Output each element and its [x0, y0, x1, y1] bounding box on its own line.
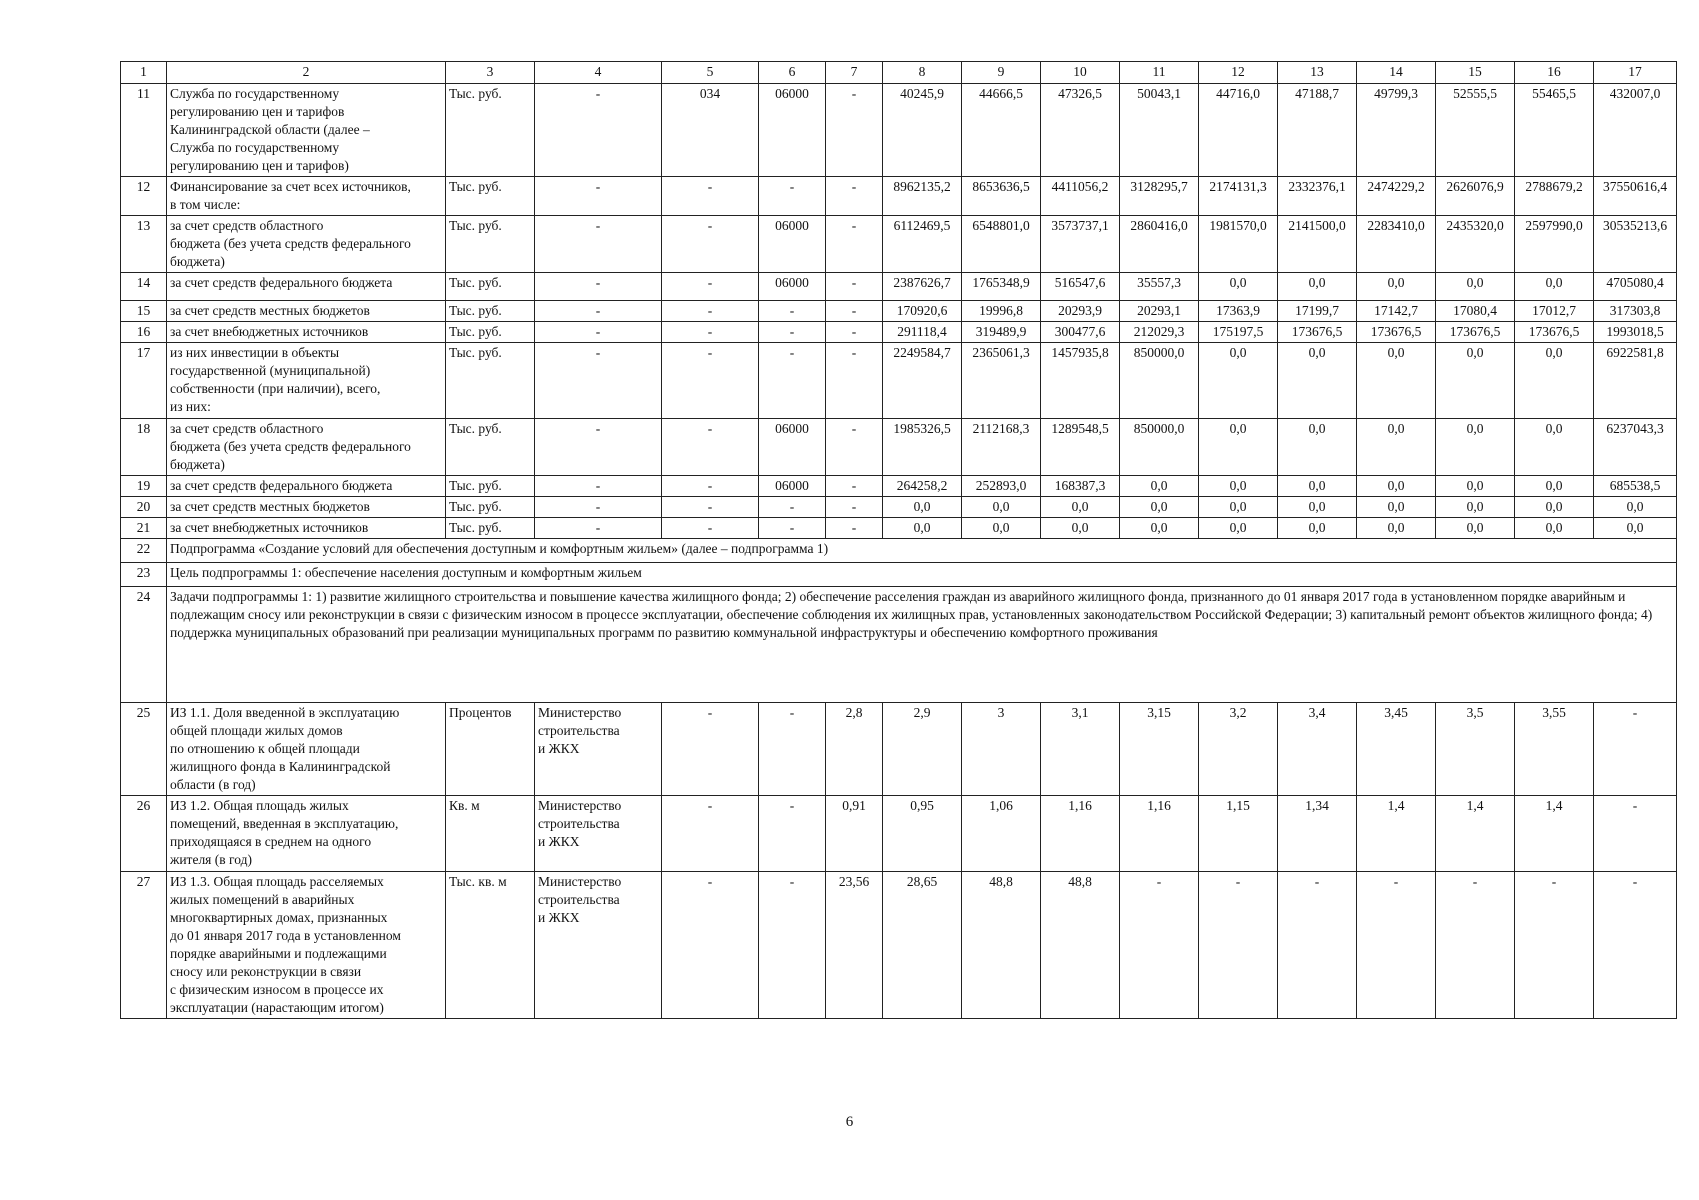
row-number-cell: 16 — [121, 322, 167, 343]
value-cell: 173676,5 — [1357, 322, 1436, 343]
table-row — [121, 518, 1677, 539]
row-number-cell: 14 — [121, 273, 167, 301]
value-cell: 0,0 — [1199, 497, 1278, 518]
value-cell: 1,4 — [1357, 796, 1436, 872]
value-cell: 850000,0 — [1120, 343, 1199, 419]
value-cell: 1765348,9 — [962, 273, 1041, 301]
value-cell: 4705080,4 — [1594, 273, 1677, 301]
value-cell: 2283410,0 — [1357, 216, 1436, 273]
value-cell: 212029,3 — [1120, 322, 1199, 343]
row-number-cell: 11 — [121, 84, 167, 177]
unit-cell: Процентов — [446, 703, 535, 796]
base-value-cell: - — [826, 273, 883, 301]
code-cell: - — [759, 497, 826, 518]
code-cell: 06000 — [759, 476, 826, 497]
header-cell: 13 — [1278, 62, 1357, 84]
unit-cell: Тыс. кв. м — [446, 872, 535, 1019]
indicator-name-cell: Финансирование за счет всех источников, в том числе: — [167, 177, 446, 216]
code-cell: - — [662, 476, 759, 497]
unit-cell: Тыс. руб. — [446, 322, 535, 343]
base-value-cell: - — [826, 476, 883, 497]
value-cell: 40245,9 — [883, 84, 962, 177]
value-cell: 1981570,0 — [1199, 216, 1278, 273]
header-cell: 17 — [1594, 62, 1677, 84]
responsible-cell: - — [535, 177, 662, 216]
value-cell: 1985326,5 — [883, 419, 962, 476]
code-cell: - — [759, 322, 826, 343]
responsible-cell: - — [535, 301, 662, 322]
row-number-cell: 26 — [121, 796, 167, 872]
value-cell: 3,1 — [1041, 703, 1120, 796]
value-cell: 0,0 — [1041, 518, 1120, 539]
indicator-name-cell: ИЗ 1.3. Общая площадь расселяемых жилых помещений в аварийных многоквартирных домах, признанных до 01 января 2017 года в установленном порядке аварийными и подлежащими сносу или реконструкции в связи с физическим износом в процессе их эксплуатации (нарастающим итогом) — [167, 872, 446, 1019]
value-cell: 0,0 — [1515, 419, 1594, 476]
indicator-name-cell: за счет средств федерального бюджета — [167, 273, 446, 301]
row-number-cell: 15 — [121, 301, 167, 322]
base-value-cell: - — [826, 497, 883, 518]
value-cell: 19996,8 — [962, 301, 1041, 322]
header-cell: 10 — [1041, 62, 1120, 84]
value-cell: 6112469,5 — [883, 216, 962, 273]
value-cell: 30535213,6 — [1594, 216, 1677, 273]
header-cell: 14 — [1357, 62, 1436, 84]
value-cell: 3,2 — [1199, 703, 1278, 796]
value-cell: 0,0 — [1357, 273, 1436, 301]
value-cell: 0,0 — [1199, 343, 1278, 419]
value-cell: 6922581,8 — [1594, 343, 1677, 419]
code-cell: - — [662, 216, 759, 273]
responsible-cell: Министерство строительства и ЖКХ — [535, 703, 662, 796]
table-row — [121, 476, 1677, 497]
value-cell: 0,0 — [1357, 419, 1436, 476]
code-cell: - — [759, 703, 826, 796]
table-row — [121, 872, 1677, 1019]
header-row — [121, 62, 1677, 84]
value-cell: 0,0 — [1594, 518, 1677, 539]
value-cell: - — [1594, 872, 1677, 1019]
value-cell: 0,0 — [1278, 419, 1357, 476]
responsible-cell: - — [535, 476, 662, 497]
value-cell: 2788679,2 — [1515, 177, 1594, 216]
responsible-cell: - — [535, 216, 662, 273]
table-row — [121, 343, 1677, 419]
value-cell: 6548801,0 — [962, 216, 1041, 273]
value-cell: 685538,5 — [1594, 476, 1677, 497]
row-number-cell: 24 — [121, 587, 167, 703]
value-cell: 0,0 — [1199, 273, 1278, 301]
table-row — [121, 497, 1677, 518]
value-cell: 2332376,1 — [1278, 177, 1357, 216]
value-cell: 55465,5 — [1515, 84, 1594, 177]
table-row — [121, 177, 1677, 216]
value-cell: - — [1594, 703, 1677, 796]
row-number-cell: 21 — [121, 518, 167, 539]
value-cell: 48,8 — [962, 872, 1041, 1019]
section-text-cell: Задачи подпрограммы 1: 1) развитие жилищного строительства и повышение качества жилищного фонда; 2) обеспечение расселения граждан из аварийного жилищного фонда, признанного до 01 января 2017 года в установленном порядке аварийным и подлежащим сносу или реконструкции в связи с физическим износом в процессе эксплуатации, обеспечение соблюдения их жилищных прав, установленных законодательством Российской Федерации; 3) капитальный ремонт объектов жилищного фонда; 4) поддержка муниципальных образований при реализации муниципальных программ по развитию коммунальной инфраструктуры и обеспечению комфортного проживания — [167, 587, 1677, 703]
base-value-cell: 2,8 — [826, 703, 883, 796]
value-cell: 2365061,3 — [962, 343, 1041, 419]
value-cell: 17142,7 — [1357, 301, 1436, 322]
value-cell: 1,4 — [1515, 796, 1594, 872]
value-cell: 6237043,3 — [1594, 419, 1677, 476]
page-number: 6 — [845, 1114, 854, 1130]
row-number-cell: 20 — [121, 497, 167, 518]
table-body — [121, 62, 1677, 1019]
value-cell: 0,0 — [1515, 476, 1594, 497]
value-cell: 0,0 — [1199, 476, 1278, 497]
code-cell: 06000 — [759, 419, 826, 476]
value-cell: - — [1515, 872, 1594, 1019]
table-row — [121, 84, 1677, 177]
table-row — [121, 703, 1677, 796]
code-cell: 06000 — [759, 84, 826, 177]
section-text-cell: Цель подпрограммы 1: обеспечение населения доступным и комфортным жильем — [167, 563, 1677, 587]
indicator-name-cell: за счет средств местных бюджетов — [167, 497, 446, 518]
value-cell: 0,0 — [1515, 497, 1594, 518]
value-cell: 1,16 — [1120, 796, 1199, 872]
header-cell: 3 — [446, 62, 535, 84]
value-cell: 17363,9 — [1199, 301, 1278, 322]
table-row — [121, 587, 1677, 703]
value-cell: 0,0 — [1278, 518, 1357, 539]
value-cell: 0,0 — [1594, 497, 1677, 518]
header-cell: 15 — [1436, 62, 1515, 84]
value-cell: 319489,9 — [962, 322, 1041, 343]
value-cell: 35557,3 — [1120, 273, 1199, 301]
responsible-cell: - — [535, 497, 662, 518]
value-cell: 0,0 — [883, 518, 962, 539]
value-cell: 47326,5 — [1041, 84, 1120, 177]
code-cell: - — [759, 177, 826, 216]
responsible-cell: - — [535, 84, 662, 177]
base-value-cell: - — [826, 419, 883, 476]
responsible-cell: - — [535, 343, 662, 419]
value-cell: 0,0 — [1278, 476, 1357, 497]
code-cell: - — [759, 872, 826, 1019]
base-value-cell: 0,91 — [826, 796, 883, 872]
unit-cell: Тыс. руб. — [446, 419, 535, 476]
header-cell: 2 — [167, 62, 446, 84]
value-cell: 432007,0 — [1594, 84, 1677, 177]
value-cell: 291118,4 — [883, 322, 962, 343]
table-row — [121, 301, 1677, 322]
unit-cell: Тыс. руб. — [446, 301, 535, 322]
value-cell: 3128295,7 — [1120, 177, 1199, 216]
value-cell: 0,0 — [1199, 419, 1278, 476]
responsible-cell: Министерство строительства и ЖКХ — [535, 796, 662, 872]
base-value-cell: - — [826, 84, 883, 177]
unit-cell: Кв. м — [446, 796, 535, 872]
value-cell: 17080,4 — [1436, 301, 1515, 322]
header-cell: 5 — [662, 62, 759, 84]
value-cell: 317303,8 — [1594, 301, 1677, 322]
code-cell: - — [662, 497, 759, 518]
value-cell: 0,0 — [1120, 518, 1199, 539]
unit-cell: Тыс. руб. — [446, 497, 535, 518]
row-number-cell: 18 — [121, 419, 167, 476]
header-cell: 12 — [1199, 62, 1278, 84]
value-cell: 50043,1 — [1120, 84, 1199, 177]
row-number-cell: 12 — [121, 177, 167, 216]
code-cell: - — [662, 796, 759, 872]
value-cell: 0,0 — [1278, 273, 1357, 301]
value-cell: 850000,0 — [1120, 419, 1199, 476]
value-cell: 0,0 — [1436, 343, 1515, 419]
code-cell: - — [662, 872, 759, 1019]
value-cell: 2387626,7 — [883, 273, 962, 301]
table-row — [121, 796, 1677, 872]
value-cell: 8653636,5 — [962, 177, 1041, 216]
value-cell: 0,0 — [962, 497, 1041, 518]
value-cell: 1,15 — [1199, 796, 1278, 872]
value-cell: 516547,6 — [1041, 273, 1120, 301]
value-cell: 0,0 — [1357, 476, 1436, 497]
value-cell: 3,4 — [1278, 703, 1357, 796]
value-cell: 47188,7 — [1278, 84, 1357, 177]
value-cell: 3 — [962, 703, 1041, 796]
value-cell: 2,9 — [883, 703, 962, 796]
code-cell: - — [759, 301, 826, 322]
value-cell: 1,4 — [1436, 796, 1515, 872]
header-cell: 16 — [1515, 62, 1594, 84]
value-cell: 0,0 — [1436, 518, 1515, 539]
responsible-cell: - — [535, 273, 662, 301]
value-cell: 3,15 — [1120, 703, 1199, 796]
value-cell: 264258,2 — [883, 476, 962, 497]
code-cell: - — [662, 273, 759, 301]
indicator-name-cell: ИЗ 1.1. Доля введенной в эксплуатацию общей площади жилых домов по отношению к общей площади жилищного фонда в Калининградской области (в год) — [167, 703, 446, 796]
value-cell: 173676,5 — [1515, 322, 1594, 343]
value-cell: 0,0 — [1199, 518, 1278, 539]
code-cell: - — [759, 343, 826, 419]
code-cell: 06000 — [759, 216, 826, 273]
indicator-name-cell: за счет внебюджетных источников — [167, 518, 446, 539]
indicator-name-cell: за счет средств местных бюджетов — [167, 301, 446, 322]
responsible-cell: - — [535, 518, 662, 539]
row-number-cell: 13 — [121, 216, 167, 273]
value-cell: 2626076,9 — [1436, 177, 1515, 216]
value-cell: 0,95 — [883, 796, 962, 872]
value-cell: 3,5 — [1436, 703, 1515, 796]
code-cell: 034 — [662, 84, 759, 177]
value-cell: 0,0 — [1278, 343, 1357, 419]
value-cell: 1,16 — [1041, 796, 1120, 872]
value-cell: - — [1199, 872, 1278, 1019]
value-cell: 28,65 — [883, 872, 962, 1019]
value-cell: 2597990,0 — [1515, 216, 1594, 273]
base-value-cell: - — [826, 518, 883, 539]
table-row — [121, 322, 1677, 343]
value-cell: 0,0 — [1278, 497, 1357, 518]
header-cell: 6 — [759, 62, 826, 84]
value-cell: 1,06 — [962, 796, 1041, 872]
indicator-name-cell: за счет средств областного бюджета (без учета средств федерального бюджета) — [167, 216, 446, 273]
value-cell: 3573737,1 — [1041, 216, 1120, 273]
value-cell: 4411056,2 — [1041, 177, 1120, 216]
base-value-cell: - — [826, 216, 883, 273]
code-cell: - — [662, 703, 759, 796]
unit-cell: Тыс. руб. — [446, 177, 535, 216]
value-cell: 2141500,0 — [1278, 216, 1357, 273]
base-value-cell: - — [826, 177, 883, 216]
value-cell: - — [1436, 872, 1515, 1019]
code-cell: - — [662, 518, 759, 539]
header-cell: 9 — [962, 62, 1041, 84]
value-cell: 1993018,5 — [1594, 322, 1677, 343]
value-cell: 2249584,7 — [883, 343, 962, 419]
program-table — [120, 61, 1677, 1019]
unit-cell: Тыс. руб. — [446, 273, 535, 301]
value-cell: 173676,5 — [1278, 322, 1357, 343]
row-number-cell: 27 — [121, 872, 167, 1019]
table-row — [121, 216, 1677, 273]
header-cell: 4 — [535, 62, 662, 84]
base-value-cell: - — [826, 301, 883, 322]
code-cell: 06000 — [759, 273, 826, 301]
unit-cell: Тыс. руб. — [446, 518, 535, 539]
value-cell: 0,0 — [1357, 497, 1436, 518]
table-row — [121, 539, 1677, 563]
unit-cell: Тыс. руб. — [446, 343, 535, 419]
indicator-name-cell: за счет средств федерального бюджета — [167, 476, 446, 497]
value-cell: 0,0 — [1120, 476, 1199, 497]
code-cell: - — [662, 322, 759, 343]
unit-cell: Тыс. руб. — [446, 84, 535, 177]
value-cell: 37550616,4 — [1594, 177, 1677, 216]
base-value-cell: - — [826, 322, 883, 343]
value-cell: 17199,7 — [1278, 301, 1357, 322]
value-cell: 0,0 — [1041, 497, 1120, 518]
header-cell: 1 — [121, 62, 167, 84]
code-cell: - — [759, 796, 826, 872]
header-cell: 7 — [826, 62, 883, 84]
value-cell: 0,0 — [883, 497, 962, 518]
indicator-name-cell: ИЗ 1.2. Общая площадь жилых помещений, введенная в эксплуатацию, приходящаяся в среднем на одного жителя (в год) — [167, 796, 446, 872]
indicator-name-cell: за счет средств областного бюджета (без учета средств федерального бюджета) — [167, 419, 446, 476]
value-cell: 0,0 — [1120, 497, 1199, 518]
value-cell: 0,0 — [1436, 497, 1515, 518]
row-number-cell: 17 — [121, 343, 167, 419]
value-cell: 17012,7 — [1515, 301, 1594, 322]
value-cell: 175197,5 — [1199, 322, 1278, 343]
value-cell: 3,55 — [1515, 703, 1594, 796]
value-cell: 1457935,8 — [1041, 343, 1120, 419]
header-cell: 11 — [1120, 62, 1199, 84]
value-cell: 0,0 — [1515, 343, 1594, 419]
value-cell: 2474229,2 — [1357, 177, 1436, 216]
row-number-cell: 19 — [121, 476, 167, 497]
value-cell: 252893,0 — [962, 476, 1041, 497]
value-cell: 2860416,0 — [1120, 216, 1199, 273]
indicator-name-cell: за счет внебюджетных источников — [167, 322, 446, 343]
value-cell: 52555,5 — [1436, 84, 1515, 177]
unit-cell: Тыс. руб. — [446, 476, 535, 497]
value-cell: 170920,6 — [883, 301, 962, 322]
value-cell: 168387,3 — [1041, 476, 1120, 497]
value-cell: 2435320,0 — [1436, 216, 1515, 273]
base-value-cell: - — [826, 343, 883, 419]
value-cell: 0,0 — [1436, 273, 1515, 301]
value-cell: 44666,5 — [962, 84, 1041, 177]
value-cell: 48,8 — [1041, 872, 1120, 1019]
table-row — [121, 273, 1677, 301]
code-cell: - — [662, 343, 759, 419]
base-value-cell: 23,56 — [826, 872, 883, 1019]
value-cell: 0,0 — [1357, 343, 1436, 419]
value-cell: 2112168,3 — [962, 419, 1041, 476]
value-cell: - — [1278, 872, 1357, 1019]
value-cell: 0,0 — [962, 518, 1041, 539]
row-number-cell: 23 — [121, 563, 167, 587]
code-cell: - — [662, 301, 759, 322]
value-cell: 1289548,5 — [1041, 419, 1120, 476]
responsible-cell: - — [535, 419, 662, 476]
value-cell: 300477,6 — [1041, 322, 1120, 343]
code-cell: - — [662, 419, 759, 476]
responsible-cell: Министерство строительства и ЖКХ — [535, 872, 662, 1019]
value-cell: 49799,3 — [1357, 84, 1436, 177]
code-cell: - — [759, 518, 826, 539]
value-cell: 0,0 — [1515, 518, 1594, 539]
value-cell: - — [1120, 872, 1199, 1019]
code-cell: - — [662, 177, 759, 216]
table-row — [121, 419, 1677, 476]
row-number-cell: 22 — [121, 539, 167, 563]
value-cell: - — [1594, 796, 1677, 872]
value-cell: 8962135,2 — [883, 177, 962, 216]
value-cell: 2174131,3 — [1199, 177, 1278, 216]
section-text-cell: Подпрограмма «Создание условий для обеспечения доступным и комфортным жильем» (далее – подпрограмма 1) — [167, 539, 1677, 563]
header-cell: 8 — [883, 62, 962, 84]
value-cell: 1,34 — [1278, 796, 1357, 872]
value-cell: 20293,9 — [1041, 301, 1120, 322]
value-cell: 0,0 — [1436, 419, 1515, 476]
responsible-cell: - — [535, 322, 662, 343]
value-cell: 3,45 — [1357, 703, 1436, 796]
value-cell: 20293,1 — [1120, 301, 1199, 322]
indicator-name-cell: Служба по государственному регулированию цен и тарифов Калининградской области (далее – Служба по государственному регулированию цен и тарифов) — [167, 84, 446, 177]
value-cell: 44716,0 — [1199, 84, 1278, 177]
table-row — [121, 563, 1677, 587]
value-cell: 173676,5 — [1436, 322, 1515, 343]
unit-cell: Тыс. руб. — [446, 216, 535, 273]
value-cell: - — [1357, 872, 1436, 1019]
value-cell: 0,0 — [1515, 273, 1594, 301]
value-cell: 0,0 — [1357, 518, 1436, 539]
indicator-name-cell: из них инвестиции в объекты государственной (муниципальной) собственности (при наличии), всего, из них: — [167, 343, 446, 419]
row-number-cell: 25 — [121, 703, 167, 796]
value-cell: 0,0 — [1436, 476, 1515, 497]
